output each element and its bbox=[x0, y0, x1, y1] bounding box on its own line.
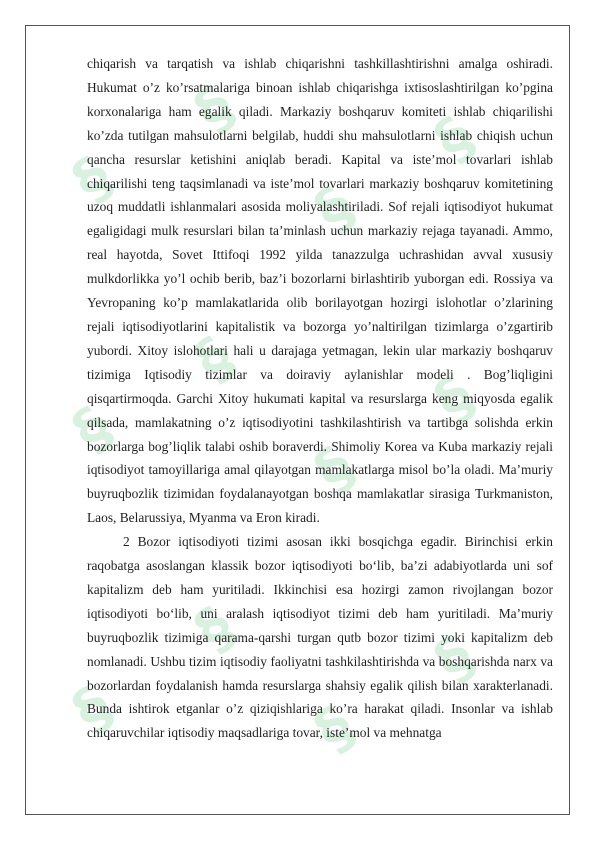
watermark-logo: § bbox=[60, 393, 125, 465]
watermark-logo: § bbox=[60, 673, 125, 745]
paragraph: 2 Bozor iqtisodiyoti tizimi asosan ikki bosqichga egadir. Birinchisi erkin raqobatga asoslangan klassik bozor iqtisodiyoti bo‘lib, ba’zi adabiyotlarda uni sof kapitalizm deb ham yuritiladi. Ikkinchisi esa hozirgi zamon rivojlangan bozor iqtisodiyoti bo‘lib, uni aralash iqtisodiyot tizimi deb ham yuritiladi. Ma’muriy buyruqbozlik tizimiga qarama-qarshi turgan qutb bozor tizimi yoki kapitalizm deb nomlanadi. Ushbu tizim iqtisodiy faoliyatni tashkilashtirishda va boshqarishda narx va bozorlardan foydalanish hamda resurslarga shahsiy egalik qilish bilan xarakterlanadi. Bunda ishtirok etganlar o’z qiziqishlariga ko’ra harakat qiladi. Insonlar va ishlab chiqaruvchilar iqtisodiy maqsadlariga tovar, iste’mol va mehnatga bbox=[87, 534, 553, 741]
watermark-logo: § bbox=[182, 593, 247, 665]
watermark-logo: § bbox=[182, 73, 247, 145]
watermark-logo: § bbox=[302, 693, 367, 765]
watermark-logo: § bbox=[182, 323, 247, 395]
paragraph: chiqarish va tarqatish va ishlab chiqarishni tashkillashtirishni amalga oshiradi. Hukumat o’z ko’rsatmalariga binoan ishlab chiqarishga ixtisoslashtirilgan ko’pgina korxonalariga ham egalik qiladi. Markaziy boshqaruv komiteti ishlab chiqarilishi ko’zda tutilgan mahsulotlarni belgilab, huddi shu mahsulotlarni ishlab chiqish uchun qancha resurslar ketishini aniqlab beradi. Kapital va iste’mol tovarlari ishlab chiqarilishi teng taqsimlanadi va iste’mol tovarlari markaziy boshqaruv komitetining uzoq muddatli ishlanmalari asosida moliyalashtiriladi. Sof rejali iqtisodiyot hukumat egaligidagi mulk resurslari bilan ta’minlash uchun markaziy rejaga tayanadi. Ammo, real hayotda, Sovet Ittifoqi 1992 yilda tanazzulga uchrashidan avval xususiy mulkdorlikka yo’l ochib berib, baz’i bozorlarni birlashtirib yuborgan edi. Rossiya va Yevropaning ko’p mamlakatlarida olib borilayotgan hozirgi islohotlar o’zlarining rejali iqtisodiyotlarini kapitalistik va bozorga yo’naltirilgan tizimlarga o’zgartirib yubordi. Xitoy islohotlari hali u darajaga yetmagan, lekin ular markaziy boshqaruv tizimiga Iqtisodiy tizimlar va doiraviy aylanishlar modeli . Bog’liqligini qisqartirmoqda. Garchi Xitoy hukumati kapital va resurslarga keng miqyosda egalik qilsada, mamlakatning o’z iqtisodiyotini tashkilashtirish va tartibga solishda erkin bozorlarga bog’liqlik talabi oshib boraverdi. Shimoliy Korea va Kuba markaziy rejali iqtisodiyot tamoyillariga amal qilayotgan mamlakatlarga misol bo’la oladi. Ma’muriy buyruqbozlik tizimidan foydalanayotgan boshqa mamlakatlar sirasiga Turkmaniston, Laos, Belarussiya, Myanma va Eron kiradi. bbox=[87, 56, 553, 526]
watermark-logo: § bbox=[422, 103, 487, 175]
watermark-logo: § bbox=[422, 363, 487, 435]
watermark-logo: § bbox=[60, 143, 125, 215]
document-body bbox=[87, 52, 553, 745]
watermark-logo: § bbox=[422, 623, 487, 695]
watermark-logo: § bbox=[302, 173, 367, 245]
watermark-logo: § bbox=[302, 433, 367, 505]
